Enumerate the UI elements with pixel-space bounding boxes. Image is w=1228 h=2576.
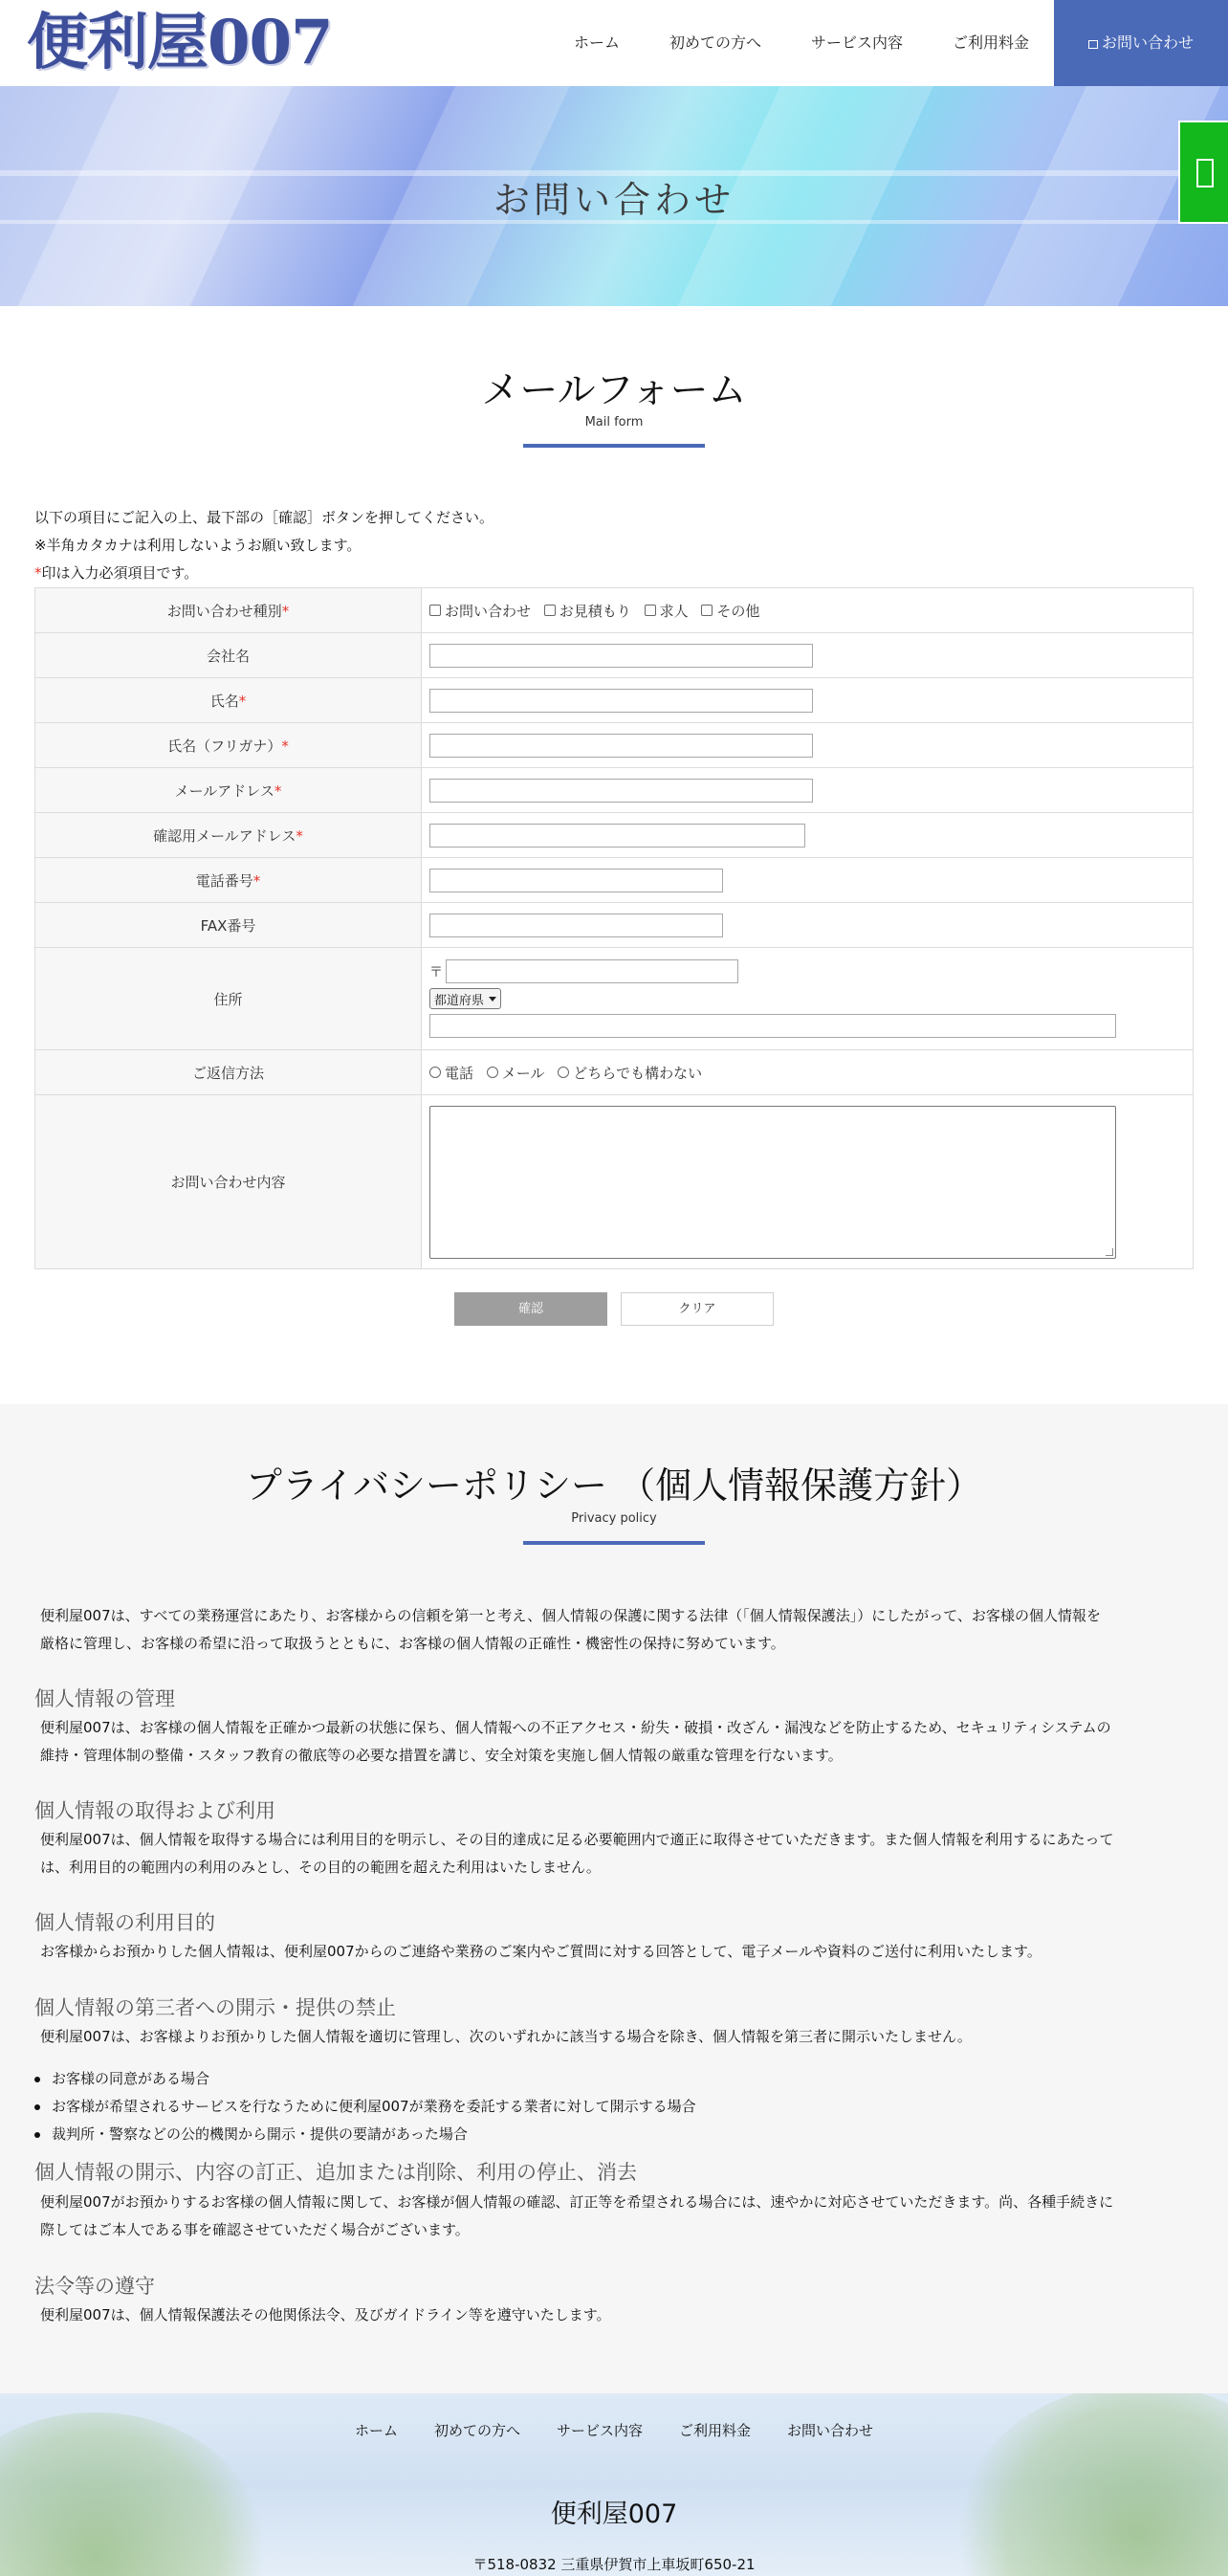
form-row — [35, 678, 1194, 723]
privacy-heading: 個人情報の第三者への開示・提供の禁止 — [34, 1996, 396, 2019]
mailform-underline — [523, 444, 705, 448]
form-row — [35, 768, 1194, 813]
privacy-title: プライバシーポリシー （個人情報保護方針） — [245, 1464, 983, 1507]
name-input[interactable] — [429, 689, 813, 713]
form-required-note — [34, 562, 198, 583]
required-mark: * — [34, 564, 42, 582]
other-checkbox[interactable]: その他 — [701, 601, 759, 621]
field-label: お問い合わせ内容 — [35, 1095, 422, 1269]
footer-nav-pricing[interactable]: ご利用料金 — [679, 2422, 752, 2439]
privacy-subtitle: Privacy policy — [571, 1511, 657, 1526]
mail-icon — [1088, 40, 1098, 49]
field-label: 会社名 — [35, 633, 422, 678]
form-intro-line: ※半角カタカナは利用しないようお願い致します。 — [34, 537, 362, 554]
resize-grip-icon[interactable] — [1106, 1248, 1113, 1256]
hero-banner — [0, 86, 1228, 306]
privacy-paragraph: お客様からお預かりした個人情報は、便利屋007からのご連絡や業務のご案内やご質問に対する回答として、電子メールや資料のご送付に利用いたします。 — [40, 1943, 1042, 1960]
privacy-intro: 便利屋007は、すべての業務運営にあたり、お客様からの信頼を第一と考え、個人情報の保護に関する法律（「個人情報保護法」）にしたがって、お客様の個人情報を 厳格に管理し、お客様の希望に沿って取扱うとともに、お客様の個人情報の正確性・機密性の保持に努めています。 — [40, 1607, 1101, 1652]
address-input[interactable] — [429, 1014, 1116, 1038]
privacy-heading: 個人情報の開示、内容の訂正、追加または削除、利用の停止、消去 — [34, 2161, 637, 2184]
reply-email-radio[interactable]: メール — [487, 1063, 545, 1083]
form-row — [35, 858, 1194, 903]
field-label: 電話番号* — [35, 858, 422, 903]
footer-brand: 便利屋007 — [550, 2499, 678, 2529]
reply-phone-radio[interactable]: 電話 — [429, 1063, 473, 1083]
contact-form — [34, 587, 1194, 1269]
privacy-paragraph: 便利屋007は、個人情報保護法その他関係法令、及びガイドライン等を遵守いたします。 — [40, 2306, 611, 2323]
privacy-paragraph: 便利屋007は、お客様の個人情報を正確かつ最新の状態に保ち、個人情報への不正アクセス・紛失・破損・改ざん・漏洩などを防止するため、セキュリティシステムの 維持・管理体制の整備・スタッフ教育の徹底等の必要な措置を講じ、安全対策を実施し個人情報の厳重な管理を行ないます。 — [40, 1719, 1111, 1764]
message-textarea[interactable] — [429, 1106, 1116, 1259]
nav-contact-label: お問い合わせ — [1101, 33, 1194, 52]
field-label: 氏名（フリガナ）* — [35, 723, 422, 768]
privacy-paragraph: 便利屋007は、お客様よりお預かりした個人情報を適切に管理し、次のいずれかに該当する場合を除き、個人情報を第三者に開示いたしません。 — [40, 2028, 972, 2045]
side-contact-tab[interactable] — [1178, 121, 1228, 224]
clear-button[interactable]: クリア — [621, 1292, 774, 1326]
footer-nav-home[interactable]: ホーム — [354, 2422, 398, 2439]
estimate-checkbox[interactable]: お見積もり — [544, 601, 631, 621]
list-item: お客様が希望されるサービスを行なうために便利屋007が業務を委託する業者に対して開示する場合 — [34, 2093, 696, 2121]
field-label: お問い合わせ種別* — [35, 588, 422, 633]
site-header — [0, 0, 1228, 86]
required-note-text: 印は入力必須項目です。 — [41, 564, 199, 582]
prefecture-select[interactable]: 都道府県 — [429, 988, 501, 1009]
form-row — [35, 903, 1194, 948]
global-nav — [549, 0, 1228, 86]
email-confirm-input[interactable] — [429, 824, 805, 848]
phone-icon — [1196, 159, 1214, 187]
nav-services[interactable]: サービス内容 — [810, 33, 903, 52]
disclosure-exceptions-list — [34, 2065, 696, 2148]
footer-nav-services[interactable]: サービス内容 — [556, 2422, 643, 2439]
company-input[interactable] — [429, 644, 813, 668]
nav-contact-button[interactable] — [1054, 0, 1228, 86]
privacy-paragraph: 便利屋007がお預かりするお客様の個人情報に関して、お客様が個人情報の確認、訂正等を希望される場合には、速やかに対応させていただきます。尚、各種手続きに 際してはご本人である事を確認させていただく場合がございます。 — [40, 2193, 1114, 2238]
zip-mark: 〒 — [429, 964, 443, 980]
form-intro-line: 以下の項目にご記入の上、最下部の［確認］ボタンを押してください。 — [34, 509, 494, 526]
chevron-down-icon — [489, 997, 496, 1002]
confirm-button[interactable]: 確認 — [454, 1292, 607, 1326]
privacy-heading: 個人情報の管理 — [34, 1687, 175, 1710]
footer-address: 〒518-0832 三重県伊賀市上車坂町650-21 — [472, 2556, 756, 2573]
nav-first-time[interactable]: 初めての方へ — [669, 33, 761, 52]
privacy-section — [0, 1404, 1228, 2393]
field-label: 氏名* — [35, 678, 422, 723]
form-row — [35, 1050, 1194, 1095]
field-label: 住所 — [35, 948, 422, 1050]
privacy-paragraph: 便利屋007は、個人情報を取得する場合には利用目的を明示し、その目的達成に足る必要範囲内で適正に取得させていただきます。また個人情報を利用するにあたって は、利用目的の範囲内の利用のみとし、その目的の範囲を超えた利用はいたしません。 — [40, 1831, 1114, 1876]
field-label: ご返信方法 — [35, 1050, 422, 1095]
zip-input[interactable] — [446, 959, 738, 983]
kana-input[interactable] — [429, 734, 813, 758]
inquiry-type-checkbox[interactable]: お問い合わせ — [429, 601, 531, 621]
job-checkbox[interactable]: 求人 — [645, 601, 689, 621]
mailform-title: メールフォーム — [481, 368, 747, 412]
reply-either-radio[interactable]: どちらでも構わない — [558, 1063, 702, 1083]
privacy-heading: 個人情報の取得および利用 — [34, 1799, 275, 1822]
privacy-underline — [523, 1541, 705, 1545]
site-logo[interactable]: 便利屋007 — [27, 7, 333, 78]
page-title: お問い合わせ — [493, 179, 735, 221]
form-row — [35, 1095, 1194, 1269]
list-item: 裁判所・警察などの公的機関から開示・提供の要請があった場合 — [34, 2121, 696, 2148]
privacy-heading: 個人情報の利用目的 — [34, 1911, 215, 1934]
privacy-heading: 法令等の遵守 — [34, 2275, 155, 2298]
field-label: FAX番号 — [35, 903, 422, 948]
field-label: 確認用メールアドレス* — [35, 813, 422, 858]
nav-home[interactable]: ホーム — [573, 33, 620, 52]
site-footer — [0, 2393, 1228, 2576]
footer-nav-first-time[interactable]: 初めての方へ — [433, 2422, 520, 2439]
fax-input[interactable] — [429, 914, 723, 937]
footer-nav — [0, 2420, 1228, 2440]
mailform-subtitle: Mail form — [584, 415, 644, 429]
email-input[interactable] — [429, 779, 813, 803]
tel-input[interactable] — [429, 869, 723, 892]
form-row — [35, 723, 1194, 768]
nav-pricing[interactable]: ご利用料金 — [952, 33, 1029, 52]
list-item: お客様の同意がある場合 — [34, 2065, 696, 2093]
form-row — [35, 588, 1194, 633]
form-row — [35, 813, 1194, 858]
form-row — [35, 633, 1194, 678]
form-row — [35, 948, 1194, 1050]
field-label: メールアドレス* — [35, 768, 422, 813]
inquiry-type-field — [422, 588, 1194, 633]
footer-nav-contact[interactable]: お問い合わせ — [787, 2422, 874, 2439]
